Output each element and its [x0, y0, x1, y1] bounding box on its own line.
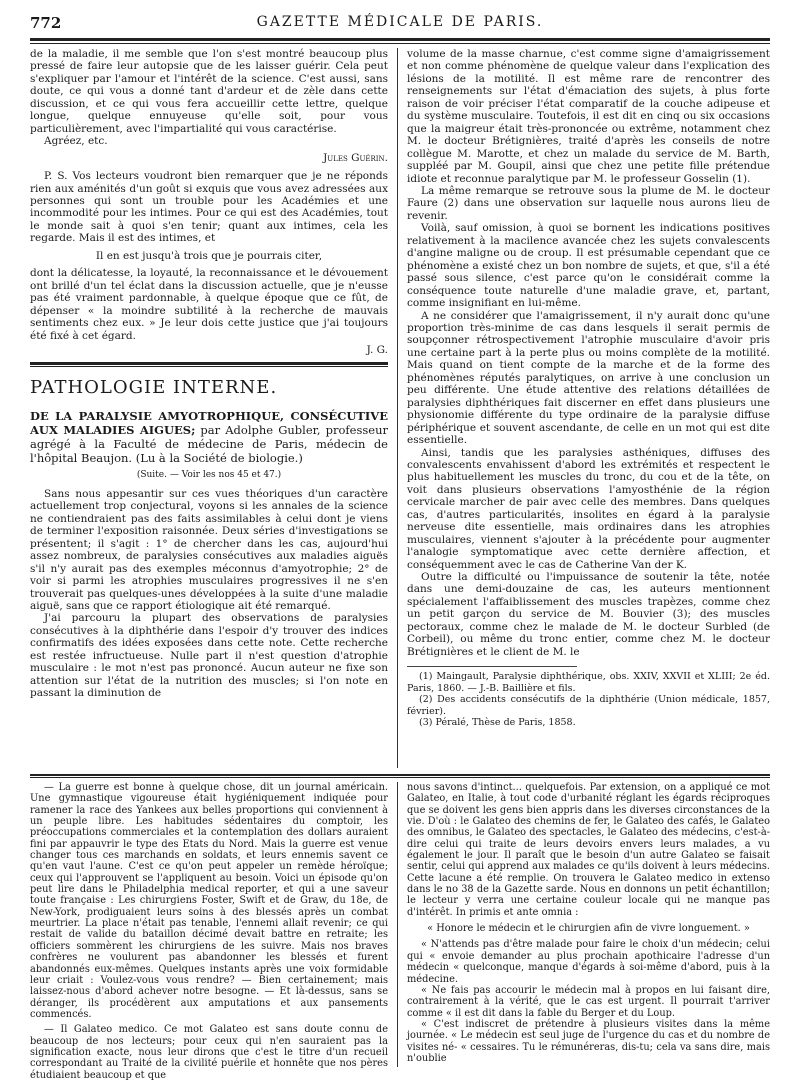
letter-signature: Jules Guérin. [323, 151, 388, 164]
left-column [30, 48, 388, 700]
right-column [407, 48, 770, 729]
article-paragraph: Outre la difficulté ou l'impuissance de soutenir la tête, notée dans une demi-douzaine de cas, les auteurs mentionnent spécialement l'affaiblissement des muscles trapèzes, comme chez un petit garçon du service de M. Bouvier (3); des muscles pectoraux, comme chez le malade de M. le docteur Surbled (de Corbeil), ou même du tronc entier, comme chez M. le docteur Brétignières et le client de M. le [407, 571, 770, 658]
feuilleton-quote: « C'est indiscret de prétendre à plusieurs visites dans la même journée. « Le médecin est seul juge de l'urgence du cas et du nombre de visites né- « cessaires. Tu le rémunéreras, dis-tu; cela va sans dire, mais n'oublie [407, 1018, 770, 1064]
letter-closing: Agréez, etc. [44, 135, 108, 148]
footnote: (3) Péralé, Thèse de Paris, 1858. [419, 717, 576, 729]
article-title-main: DE LA PARALYSIE AMYOTROPHIQUE, CONSÉCUTIVE AUX MALADIES AIGUES; [30, 409, 388, 438]
journal-title: GAZETTE MÉDICALE DE PARIS. [256, 14, 544, 30]
feuilleton-paragraph: — La guerre est bonne à quelque chose, dit un journal américain. Une gymnastique vigoureuse était hygiéniquement indiquée pour ramener la race des Yankees aux belles proportions qui conviennent à un peuple libre. Les habitudes sédentaires du comptoir, les préoccupations commerciales et la contemplation des dollars auraient fini par appauvrir le type des Etats du Nord. Mais la guerre est venue changer tous ces marchands en soldats, et leurs ennemis savent ce qu'en vaut l'aune. C'est ce qu'on peut appeler un remède héroïque; ceux qui l'approuvent se l'appliquent au besoin. Voici un épisode qu'on peut lire dans le Philadelphia medical reporter, et qui a une saveur toute française : Les chirurgiens Foster, Swift et de Graw, du 18e, de New-York, prodiguaient leurs soins à des blessés après un combat meurtrier. La place n'était pas tenable, l'ennemi allait revenir; ce qui restait de valide du bataillon décimé devait battre en retraite; les officiers sommèrent les chirurgiens de les suivre. Mais nos braves confrères ne voulurent pas abandonner les blessés et furent abandonnés eux-mêmes. Quelques instants après une voix formidable leur criait : Voulez-vous vous rendre? — Bien certainement; mais laissez-nous d'abord achever notre besogne. — Et là-dessus, sans se déranger, ils procédèrent aux amputations et aux pansements commencés. [30, 782, 388, 1020]
column-divider [397, 48, 398, 768]
page-number: 772 [30, 14, 62, 32]
feuilleton-quote: « Ne fais pas accourir le médecin mal à propos en lui faisant dire, contrairement à la vérité, que le cas est urgent. Il pourrait t'arriver comme « il est dit dans la fable du Berger et du Loup. [407, 984, 770, 1019]
feuilleton-motto: « Honore le médecin et le chirurgien afin de vivre longuement. » [427, 923, 750, 935]
article-paragraph: A ne considérer que l'amaigrissement, il n'y aurait donc qu'une proportion très-minime de cas dans lesquels il serait permis de soupçonner rétrospectivement l'atrophie musculaire d'avoir pris une certaine part à la perte plus ou moins complète de la motilité. Mais quand on tient compte de la marche et de la forme des phénomènes réputés paralytiques, on arrive à une conclusion un peu différente. Une étude attentive des relations détaillées de paralysies diphthériques fait discerner en effet dans plusieurs une physionomie différente du type ordinaire de la paralysie diffuse périphérique et souvent ascendante, de celle en un mot qui est dite essentielle. [407, 309, 770, 447]
feuilleton-right-column [407, 782, 770, 1064]
feuilleton-paragraph: — Il Galateo medico. Ce mot Galateo est sans doute connu de beaucoup de nos lecteurs; pour ceux qui n'en sauraient pas la signification exacte, nous leur dirons que c'est le titre d'un recueil correspondant au Traité de la civilité puérile et honnête que nos pères étudiaient beaucoup et que [30, 1024, 388, 1081]
postscript: P. S. Vos lecteurs voudront bien remarquer que je ne réponds rien aux aménités d'un goût si exquis que vous avez adressées aux personnes qui sont un trouble pour les Académies et une incommodité pour les intimes. Pour ce qui est des Académies, tout le monde sait à quoi s'en tenir; quant aux intimes, cela les regarde. Mais il est des intimes, et [30, 170, 388, 245]
page-header [30, 14, 770, 36]
article-paragraph: J'ai parcouru la plupart des observations de paralysies consécutives à la diphthérie dans l'espoir d'y trouver des indices confirmatifs des idées exposées dans cette note. Cette recherche est restée infructueuse. Nulle part il n'est question d'atrophie musculaire : le mot n'est pas prononcé. Aucun auteur ne fixe son attention sur l'état de la nutrition des muscles; si l'on note en passant la diminution de [30, 612, 388, 700]
footnote-rule [407, 666, 577, 667]
section-title: PATHOLOGIE INTERNE. [30, 377, 278, 399]
footnote: (1) Maingault, Paralysie diphthérique, obs. XXIV, XXVII et XLIII; 2e éd. Paris, 1860. — J.-B. Baillière et fils. [407, 671, 770, 694]
footnote: (2) Des accidents consécutifs de la diphthérie (Union médicale, 1857, février). [407, 694, 770, 717]
postscript-continued: dont la délicatesse, la loyauté, la reconnaissance et le dévouement ont brillé d'un tel éclat dans la discussion actuelle, que je n'eusse pas été vraiment pardonnable, à quelque époque que ce fût, de dépenser « la moindre subtilité à la recherche de mauvais sentiments chez eux. » Je leur dois cette justice que j'ai toujours été fixé à cet égard. [30, 267, 388, 342]
article-paragraph: Voilà, sauf omission, à quoi se bornent les indications positives relativement à la macilence avancée chez les sujets convalescents d'angine maligne ou de croup. Il est présumable cependant que ce phénomène a existé chez un bon nombre de sujets, et que, s'il a été passé sous silence, c'est parce qu'on le considérait comme la conséquence toute naturelle d'une maladie grave, et, partant, comme insignifiant en lui-même. [407, 222, 770, 310]
continued-note: (Suite. — Voir les nos 45 et 47.) [136, 470, 282, 481]
article-title [30, 409, 388, 465]
verse-quote: Il en est jusqu'à trois que je pourrais citer, [95, 249, 323, 262]
article-paragraph: Ainsi, tandis que les paralysies asthéniques, diffuses des convalescents envahissent d'abord les extrémités et respectent le plus habituellement les muscles du tronc, du cou et de la tête, on voit dans plusieurs observations l'amyosthénie de la région cervicale marcher de pair avec celle des membres. Dans quelques cas, d'autres particularités, insolites en égard à la paralysie nerveuse dite essentielle, mais ordinaires dans les atrophies musculaires, viennent s'ajouter à la précédente pour augmenter l'analogie symptomatique avec cette dernière affection, et conséquemment avec le cas de Catherine Van der K. [407, 446, 770, 571]
feuilleton-quote: « N'attends pas d'être malade pour faire le choix d'un médecin; celui qui « envoie demander au plus prochain apothicaire l'adresse d'un médecin « quelconque, manque d'égards à soi-même d'abord, puis à la médecine. [407, 939, 770, 985]
article-title-author: par Adolphe Gubler, professeur agrégé à la Faculté de médecine de Paris, médecin de l'hôpital Beaujon. (Lu à la Société de biologie.) [30, 423, 388, 466]
feuilleton-paragraph: nous savons d'intinct... quelquefois. Par extension, on a appliqué ce mot Galateo, en Italie, à tout code d'urbanité réglant les égards réciproques que se doivent les gens bien appris dans les diverses circonstances de la vie. D'où : le Galateo des chemins de fer, le Galateo des cafés, le Galateo des omnibus, le Galateo des spectacles, le Galateo des médecins, c'est-à-dire celui qui traite de leurs devoirs envers leurs malades, a vu également le jour. Il paraît que le besoin d'un autre Galateo se faisait sentir, celui qui apprend aux malades ce qu'ils doivent à leurs médecins. Cette lacune a été remplie. On trouvera le Galateo medico in extenso dans le no 38 de la Gazette sarde. Nous en donnons un petit échantillon; le lecteur y verra une certaine couleur locale qui ne manque pas d'intérêt. In primis et ante omnia : [407, 782, 770, 918]
section-rule [30, 362, 388, 367]
feuilleton-divider [397, 782, 398, 1067]
article-paragraph: Sans nous appesantir sur ces vues théoriques d'un caractère actuellement trop conjectural, voyons si les annales de la science ne contiendraient pas des faits assimilables à celui dont je viens de terminer l'exposition raisonnée. Deux séries d'investigations se présentent; il s'agit : 1° de chercher dans les cas, aujourd'hui assez nombreux, de paralysies consécutives aux maladies aiguës s'il n'y aurait pas des exemples méconnus d'amyotrophie; 2° de voir si parmi les atrophies musculaires progressives il ne s'en trouverait pas quelques-unes développées à la suite d'une maladie aiguë, sans que ce rapport étiologique ait été remarqué. [30, 487, 388, 612]
article-paragraph: La même remarque se retrouve sous la plume de M. le docteur Faure (2) dans une observation sur laquelle nous aurons lieu de revenir. [407, 184, 770, 222]
feuilleton-rule [30, 774, 770, 778]
article-paragraph: volume de la masse charnue, c'est comme signe d'amaigrissement et non comme phénomène de quelque valeur dans l'explication des lésions de la motilité. Il est même rare de rencontrer des renseignements sur l'état d'émaciation des sujets, à plus forte raison de voir préciser l'état comparatif de la couche adipeuse et du système musculaire. Toutefois, il est dit en cinq ou six occasions que la maigreur était très-prononcée ou extrême, notamment chez M. le docteur Brétignières, traité d'après les conseils de notre collègue M. Marotte, et chez un malade du service de M. Barth, suppléé par M. Goupil, ainsi que chez une petite fille prétendue idiote et reconnue paralytique par M. le professeur Gosselin (1). [407, 48, 770, 185]
header-rule [30, 38, 770, 44]
feuilleton-left-column [30, 782, 388, 1081]
postscript-signature: J. G. [366, 343, 388, 356]
letter-paragraph: de la maladie, il me semble que l'on s'est montré beaucoup plus pressé de faire leur autopsie que de les laisser guérir. Cela peut s'expliquer par l'amour et l'intérêt de la science. C'est aussi, sans doute, ce qui vous a donné tant d'ardeur et de zèle dans cette discussion, et ce qui vous fera accueillir cette lettre, quelque longue, quelque ennuyeuse qu'elle soit, pour vous particulièrement, avec l'impartialité qui vous caractérise. [30, 48, 388, 135]
